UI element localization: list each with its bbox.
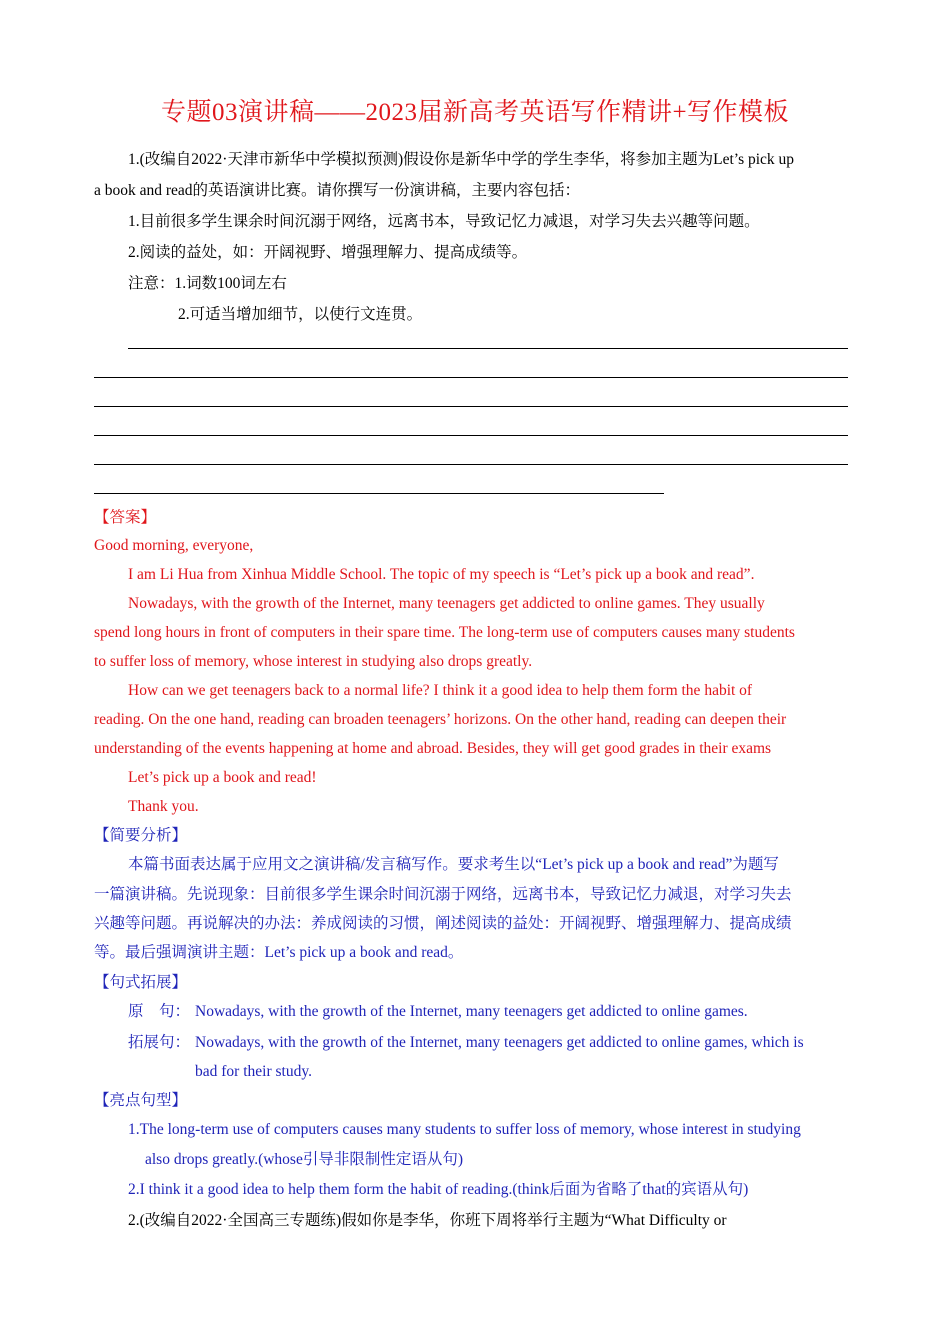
expansion-label: 【句式拓展】 [94, 974, 188, 991]
question2-intro-line1: 2.(改编自2022·全国高三专题练)假如你是李华，你班下周将举行主题为“What Difficulty or [128, 1212, 727, 1229]
answer-line: Good morning, everyone, [94, 537, 254, 554]
question1-intro-line1: 1.(改编自2022·天津市新华中学模拟预测)假设你是新华中学的学生李华，将参加主题为Let’s pick up [128, 151, 795, 168]
answer-line: Thank you. [128, 798, 199, 815]
question1-point2: 2.阅读的益处，如：开阔视野、增强理解力、提高成绩等。 [128, 244, 528, 261]
answer-line: I am Li Hua from Xinhua Middle School. The topic of my speech is “Let’s pick up a book and read”. [128, 566, 755, 583]
analysis-line: 兴趣等问题。再说解决的办法：养成阅读的习惯，阐述阅读的益处：开阔视野、增强理解力、提高成绩 [94, 915, 792, 932]
answer-line: Let’s pick up a book and read! [128, 769, 317, 786]
expansion-extended-tag: 拓展句： [128, 1034, 191, 1051]
expansion-extended-text: bad for their study. [195, 1063, 312, 1080]
answer-blank-line[interactable] [94, 377, 848, 378]
analysis-line: 等。最后强调演讲主题：Let’s pick up a book and read。 [94, 944, 464, 961]
expansion-original-text: Nowadays, with the growth of the Internet, many teenagers get addicted to online games. [195, 1003, 748, 1020]
answer-blank-line[interactable] [94, 493, 664, 494]
analysis-label: 【简要分析】 [94, 827, 188, 844]
highlight-sentence-2: 2.I think it a good idea to help them form the habit of reading.(think后面为省略了that的宾语从句) [128, 1181, 749, 1198]
answer-line: reading. On the one hand, reading can broaden teenagers’ horizons. On the other hand, reading can deepen their [94, 711, 787, 728]
question1-point1: 1.目前很多学生课余时间沉溺于网络，远离书本，导致记忆力减退，对学习失去兴趣等问题。 [128, 213, 760, 230]
expansion-extended-text: Nowadays, with the growth of the Internet, many teenagers get addicted to online games, which is [195, 1034, 804, 1051]
question1-note1: 注意：1.词数100词左右 [128, 275, 287, 292]
answer-blank-line[interactable] [128, 348, 848, 349]
answer-blank-line[interactable] [94, 435, 848, 436]
expansion-original-tag: 原 句： [128, 1003, 191, 1020]
question1-note2: 2.可适当增加细节，以使行文连贯。 [178, 306, 423, 323]
page-title: 专题03演讲稿——2023届新高考英语写作精讲+写作模板 [160, 99, 790, 126]
highlights-label: 【亮点句型】 [94, 1092, 188, 1109]
answer-blank-line[interactable] [94, 464, 848, 465]
analysis-line: 一篇演讲稿。先说现象：目前很多学生课余时间沉溺于网络，远离书本，导致记忆力减退，对学习失去 [94, 886, 792, 903]
analysis-line: 本篇书面表达属于应用文之演讲稿/发言稿写作。要求考生以“Let’s pick up a book and read”为题写 [128, 856, 779, 873]
answer-label: 【答案】 [94, 509, 157, 526]
answer-line: to suffer loss of memory, whose interest in studying also drops greatly. [94, 653, 533, 670]
answer-line: How can we get teenagers back to a normal life? I think it a good idea to help them form the habit of [128, 682, 753, 699]
answer-line: understanding of the events happening at home and abroad. Besides, they will get good grades in their exams [94, 740, 772, 757]
highlight-sentence-1: 1.The long-term use of computers causes many students to suffer loss of memory, whose interest in studying [128, 1121, 801, 1138]
answer-line: spend long hours in front of computers in their spare time. The long-term use of computers causes many students [94, 624, 795, 641]
highlight-sentence-1-cont: also drops greatly.(whose引导非限制性定语从句) [145, 1151, 463, 1168]
answer-blank-line[interactable] [94, 406, 848, 407]
answer-line: Nowadays, with the growth of the Internet, many teenagers get addicted to online games. They usually [128, 595, 765, 612]
question1-intro-line2: a book and read的英语演讲比赛。请你撰写一份演讲稿，主要内容包括： [94, 182, 581, 199]
